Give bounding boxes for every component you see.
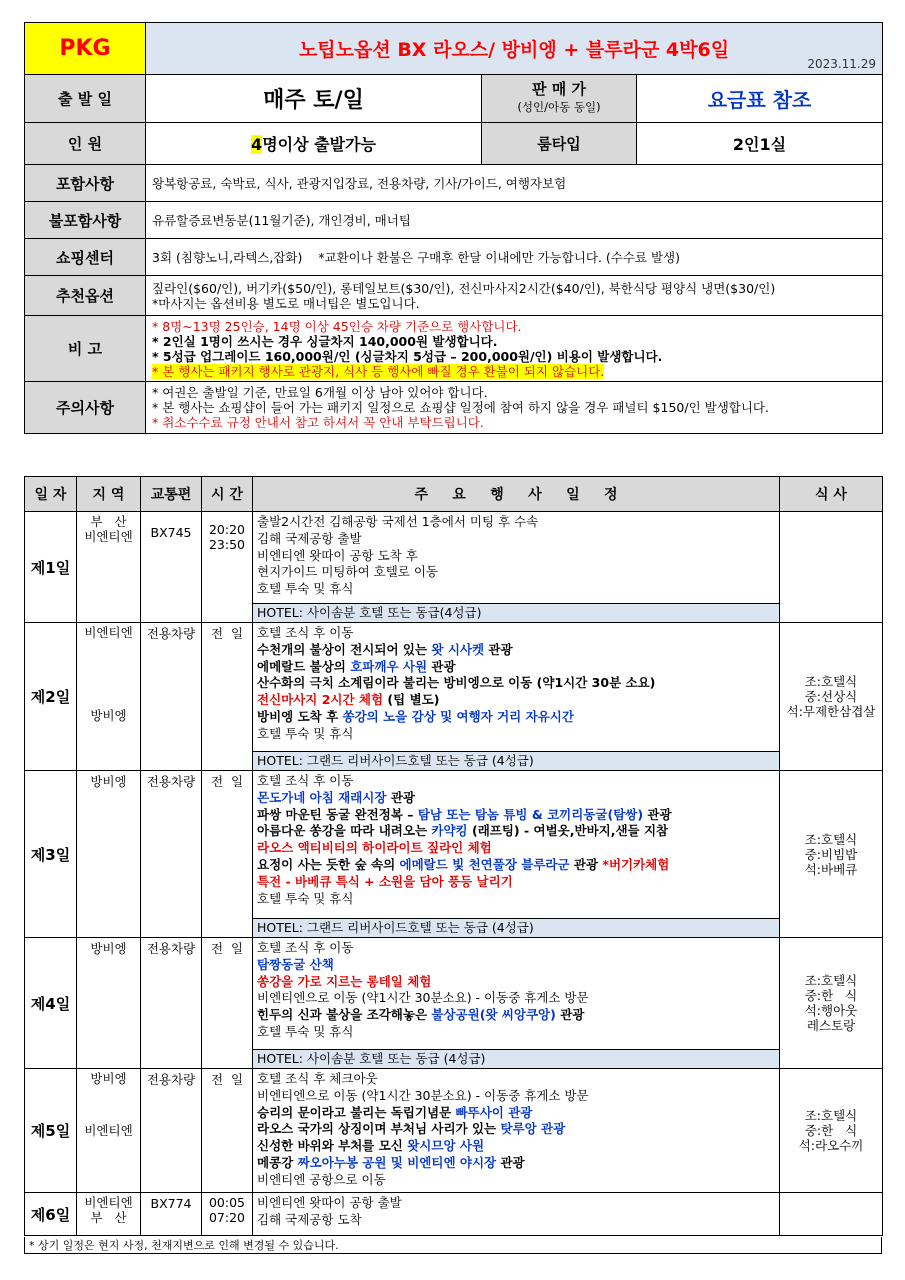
region: 비엔티엔 (84, 1123, 133, 1138)
option-value (146, 276, 883, 316)
transport: BX745 (141, 512, 202, 623)
people-label: 인 원 (25, 123, 146, 165)
schedule-header-row (25, 477, 883, 512)
day-label: 제4일 (25, 938, 77, 1069)
region: 방비엥 (77, 938, 141, 1069)
price-label-cell (482, 75, 637, 123)
time: 00:05 (208, 1195, 246, 1210)
region-cell (77, 1193, 141, 1236)
schedule-content (253, 771, 780, 938)
transport: 전용차량 (141, 623, 202, 771)
option-note: *마사지는 옵션비용 별도로 매너팁은 별도입니다. (152, 295, 420, 311)
room-value: 2인1실 (637, 123, 883, 165)
schedule-line: 호텔 투숙 및 휴식 (257, 890, 354, 906)
schedule-line: 김해 국제공항 도착 (257, 1211, 362, 1227)
departure-value: 매주 토/일 (146, 75, 482, 123)
time: 전 일 (202, 623, 253, 771)
region: 부 산 (90, 514, 127, 529)
region: 방비엥 (77, 771, 141, 938)
transport: BX774 (141, 1193, 202, 1236)
meal-lunch: 중:한 식 (804, 988, 858, 1003)
header-transport: 교통편 (141, 477, 202, 512)
note-line: * 5성급 업그레이드 160,000원/인 (싱글차지 5성급 – 200,000원/인) 비용이 발생합니다. (152, 348, 663, 364)
schedule-line: 산수화의 극치 소계림이라 불리는 방비엥으로 이동 (약1시간 30분 소요) (257, 675, 656, 691)
region-cell (77, 1069, 141, 1193)
hotel-info: HOTEL: 사이솜분 호텔 또는 동급(4성급) (253, 603, 779, 622)
pkg-badge: PKG (25, 23, 146, 75)
region: 방비엥 (90, 1071, 127, 1086)
schedule-line: 몬도가네 아침 재래시장 관광 (257, 789, 415, 805)
info-table (24, 22, 883, 434)
meal-lunch: 중:한 식 (804, 1123, 858, 1138)
day-label: 제6일 (25, 1193, 77, 1236)
schedule-content (253, 1193, 780, 1236)
caution-line: * 본 행사는 쇼핑샵이 들어 가는 패키지 일정으로 쇼핑샵 일정에 참여 하지 않을 경우 패널티 $150/인 발생합니다. (152, 400, 769, 415)
hotel-info: HOTEL: 그랜드 리버사이드호텔 또는 동급 (4성급) (253, 751, 779, 770)
schedule-line: 파쌍 마운틴 동굴 완전정복 – 탐남 또는 탐놈 튜빙 & 코끼리동굴(탐쌍) 관광 (257, 806, 672, 822)
title-cell (146, 23, 883, 75)
shop-value: 3회 (침향노니,라텍스,잡화) *교환이나 환불은 구매후 한달 이내에만 가능합니다. (수수료 발생) (146, 239, 883, 276)
schedule-line: 특전 - 바베큐 특식 + 소원을 담아 풍등 날리기 (257, 873, 513, 889)
header-time: 시 간 (202, 477, 253, 512)
meal-breakfast: 조:호텔식 (804, 674, 858, 689)
meal-breakfast: 조:호텔식 (804, 831, 858, 847)
day-label: 제1일 (25, 512, 77, 623)
note-value (146, 316, 883, 382)
region-cell (77, 512, 141, 623)
include-label: 포함사항 (25, 165, 146, 202)
note-label: 비 고 (25, 316, 146, 382)
schedule-line: 호텔 조식 후 이동 (257, 625, 354, 640)
day-label: 제5일 (25, 1069, 77, 1193)
time-cell (202, 512, 253, 623)
meal-cell (780, 1069, 883, 1193)
schedule-content (253, 938, 780, 1069)
schedule-line: 호텔 투숙 및 휴식 (257, 1023, 354, 1039)
note-warning: * 본 행사는 패키지 행사로 관광지, 식사 등 행사에 빠질 경우 환불이 되지 않습니다. (152, 363, 605, 379)
meal-breakfast: 조:호텔식 (804, 973, 858, 988)
meal-cell (780, 771, 883, 938)
time: 07:20 (208, 1210, 246, 1225)
schedule-line: 비엔티엔으로 이동 (약1시간 30분소요) - 이동중 휴게소 방문 (257, 1087, 589, 1103)
day-label: 제2일 (25, 623, 77, 771)
schedule-content (253, 623, 780, 771)
caution-value (146, 382, 883, 434)
price-sub: (성인/아동 동일) (517, 100, 601, 114)
header-day: 일 자 (25, 477, 77, 512)
schedule-content (253, 512, 780, 623)
region: 비엔티엔 (84, 1195, 133, 1210)
caution-line: * 여권은 출발일 기준, 만료일 6개월 이상 남아 있어야 합니다. (152, 385, 488, 400)
caution-line: * 취소수수료 규정 안내서 참고 하셔서 꼭 안내 부탁드립니다. (152, 415, 484, 430)
meal-dinner: 석:바베큐 (804, 861, 858, 877)
time: 23:50 (208, 537, 246, 552)
schedule-line: 라오스 액티비티의 하이라이트 짚라인 체험 (257, 840, 492, 856)
price-value: 요금표 참조 (637, 75, 883, 123)
meal-lunch: 중:선상식 (804, 689, 858, 704)
transport: 전용차량 (141, 938, 202, 1069)
doc-date: 2023.11.29 (807, 57, 877, 71)
page-title: 노팁노옵션 BX 라오스/ 방비엥 + 블루라군 4박6일 (298, 39, 730, 61)
day-label: 제3일 (25, 771, 77, 938)
schedule-line: 호텔 투숙 및 휴식 (257, 725, 354, 741)
meal-cell (780, 938, 883, 1069)
note-line: * 2인실 1명이 쓰시는 경우 싱글차지 140,000원 발생합니다. (152, 333, 498, 349)
schedule-line: 요정이 사는 듯한 숲 속의 에메랄드 빛 천연풀장 블루라군 관광 *버기카체험 (257, 856, 670, 872)
transport: 전용차량 (141, 1069, 202, 1193)
meal-lunch: 중:비빔밥 (804, 846, 858, 862)
schedule-line: 호텔 투숙 및 휴식 (257, 581, 354, 597)
meal-breakfast: 조:호텔식 (804, 1108, 858, 1123)
region-cell (77, 623, 141, 771)
region: 방비엥 (90, 708, 127, 723)
meal-cell (780, 623, 883, 771)
region: 부 산 (90, 1210, 127, 1225)
table-row (25, 771, 883, 938)
schedule-line: 승리의 문이라고 불리는 독립기념문 빠뚜사이 관광 (257, 1104, 533, 1120)
table-row (25, 623, 883, 771)
meal-dinner: 석:행아웃 (804, 1003, 858, 1018)
meal-dinner: 석:무제한삼겹살 (786, 704, 876, 719)
hotel-info: HOTEL: 그랜드 리버사이드호텔 또는 동급 (4성급) (253, 918, 779, 937)
schedule-line: 탐짱동굴 산책 (257, 956, 334, 972)
room-label: 룸타입 (482, 123, 637, 165)
schedule-line: 호텔 조식 후 체크아웃 (257, 1071, 378, 1086)
schedule-line: 김해 국제공항 출발 (257, 530, 362, 546)
schedule-line: 현지가이드 미팅하여 호텔로 이동 (257, 564, 438, 580)
option-label: 추천옵션 (25, 276, 146, 316)
people-value (146, 123, 482, 165)
region: 비엔티엔 (84, 529, 133, 544)
schedule-line: 힌두의 신과 불상을 조각해놓은 불상공원(왓 씨앙쿠앙) 관광 (257, 1007, 585, 1023)
exclude-value: 유류할증료변동분(11월기준), 개인경비, 매너팁 (146, 202, 883, 239)
people-count-highlight: 4 (251, 135, 263, 154)
table-row (25, 1069, 883, 1193)
time: 전 일 (202, 771, 253, 938)
include-value: 왕복항공료, 숙박료, 식사, 관광지입장료, 전용차량, 기사/가이드, 여행자보험 (146, 165, 883, 202)
caution-label: 주의사항 (25, 382, 146, 434)
meal-dinner-cont: 레스토랑 (806, 1018, 856, 1033)
departure-label: 출 발 일 (25, 75, 146, 123)
schedule-line: 비엔티엔 공항으로 이동 (257, 1171, 386, 1187)
time: 전 일 (202, 938, 253, 1069)
schedule-line: 신성한 바위와 부처를 모신 왓시므앙 사원 (257, 1138, 485, 1154)
price-label: 판 매 가 (532, 80, 586, 98)
header-main: 주 요 행 사 일 정 (253, 477, 780, 512)
table-row (25, 938, 883, 1069)
header-meal: 식 사 (780, 477, 883, 512)
time: 20:20 (208, 522, 246, 537)
schedule-line: 출발2시간전 김해공항 국제선 1층에서 미팅 후 수속 (257, 514, 539, 529)
hotel-info: HOTEL: 사이솜분 호텔 또는 동급 (4성급) (253, 1049, 779, 1068)
schedule-line: 비엔티엔으로 이동 (약1시간 30분소요) - 이동중 휴게소 방문 (257, 990, 589, 1006)
schedule-line: 호텔 조식 후 이동 (257, 940, 354, 955)
footnote: * 상기 일정은 현지 사정, 천재지변으로 인해 변경될 수 있습니다. (24, 1237, 882, 1254)
meal-cell (780, 512, 883, 623)
schedule-line: 라오스 국가의 상징이며 부처님 사리가 있는 탓루앙 관광 (257, 1121, 566, 1137)
schedule-content (253, 1069, 780, 1193)
schedule-line: 전신마사지 2시간 체험 (팁 별도) (257, 692, 440, 708)
note-line: * 8명~13명 25인승, 14명 이상 45인승 차량 기준으로 행사합니다. (152, 318, 522, 334)
meal-cell (780, 1193, 883, 1236)
schedule-line: 방비엥 도착 후 쏭강의 노을 감상 및 여행자 거리 자유시간 (257, 708, 574, 724)
table-row (25, 512, 883, 623)
exclude-label: 불포함사항 (25, 202, 146, 239)
people-value-text: 명이상 출발가능 (262, 135, 376, 154)
option-line: 짚라인($60/인), 버기카($50/인), 롱테일보트($30/인), 전신마사지2시간($40/인), 북한식당 평양식 냉면($30/인) (152, 280, 776, 296)
transport: 전용차량 (141, 771, 202, 938)
shop-label: 쇼핑센터 (25, 239, 146, 276)
time: 전 일 (202, 1069, 253, 1193)
schedule-line: 쏭강을 가로 지르는 롱테일 체험 (257, 973, 432, 989)
time-cell (202, 1193, 253, 1236)
schedule-table (24, 476, 883, 1236)
header-region: 지 역 (77, 477, 141, 512)
schedule-line: 메콩강 짜오아누봉 공원 및 비엔티엔 야시장 관광 (257, 1154, 525, 1170)
region: 비엔티엔 (84, 625, 133, 640)
table-row (25, 1193, 883, 1236)
schedule-line: 비엔티엔 왓따이 공항 출발 (257, 1195, 402, 1210)
meal-dinner: 석:라오수끼 (798, 1138, 864, 1153)
schedule-line: 호텔 조식 후 이동 (257, 773, 354, 788)
schedule-line: 에메랄드 불상의 호파깨우 사원 관광 (257, 658, 456, 674)
schedule-line: 비엔티엔 왓따이 공항 도착 후 (257, 547, 418, 563)
schedule-line: 아름다운 쏭강을 따라 내려오는 카약킹 (래프팅) - 여벌옷,반바지,샌들 지참 (257, 823, 669, 839)
schedule-line: 수천개의 불상이 전시되어 있는 왓 시사켓 관광 (257, 641, 513, 657)
